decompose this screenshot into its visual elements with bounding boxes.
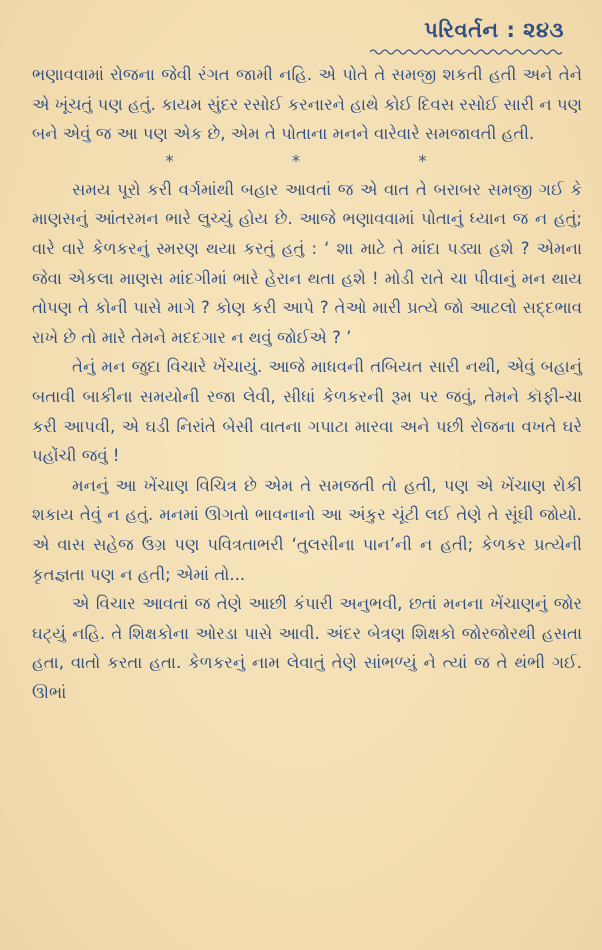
separator-star: * (291, 151, 301, 172)
separator-star: * (165, 151, 174, 172)
running-title: પરિવર્તન : ૨૪૩ (424, 18, 564, 42)
paragraph-3: તેનું મન જુદા વિચારે ખેંચાયું. આજે માધવની તબિયત સારી નથી, એવું બહાનું બતાવી બાકીના સમયોની રજા લેવી, સીધાં કેળકરની રૂમ પર જવું, તેમને કૉફી-ચા કરી આપવી, એ ઘડી નિરાંતે બેસી વાતના ગપાટા મારવા અને પછી રોજના વખતે ઘરે પહોંચી જવું ! (32, 357, 582, 466)
paragraph-5: એ વિચાર આવતાં જ તેણે આછી કંપારી અનુભવી, છતાં મનના ખેંચાણનું જોર ઘટ્યું નહિ. તે શિક્ષકોના ઓરડા પાસે આવી. અંદર બેત્રણ શિક્ષકો જોરજોરથી હસતા હતા, વાતો કરતા હતા. કેળકરનું નામ લેવાતું તેણે સાંભળ્યું ને ત્યાં જ તે થંભી ગઈ. ઊભાં (32, 594, 582, 702)
separator-star: * (418, 151, 427, 172)
wavy-underline (370, 48, 566, 56)
paragraph-2: સમય પૂરો કરી વર્ગમાંથી બહાર આવતાં જ એ વાત તે બરાબર સમજી ગઈ કે માણસનું આંતરમન ભારે લુચ્ચું હોય છે. આજે ભણાવવામાં પોતાનું ધ્યાન જ ન હતું; વારે વારે કેળકરનું સ્મરણ થયા કરતું હતું : ‘ શા માટે તે માંદા પડ્યા હશે ? એમના જેવા એકલા માણસ માંદગીમાં ભારે હેરાન થતા હશે ! મોડી રાતે ચા પીવાનું મન થાય તોપણ તે કોની પાસે માગે ? કોણ કરી આપે ? તેઓ મારી પ્રત્યે જો આટલો સદ્દભાવ રાખે છે તો મારે તેમને મદદગાર ન થવું જોઈએ ? ’ (32, 179, 582, 347)
section-separator (10, 149, 582, 175)
paragraph-1: ભણાવવામાં રોજના જેવી રંગત જામી નહિ. એ પોતે તે સમજી શકતી હતી અને તેને એ ખૂંચતું પણ હતું. કાયમ સુંદર રસોઈ કરનારને હાથે કોઈ દિવસ રસોઈ સારી ન પણ બને એવું જ આ પણ એક છે, એમ તે પોતાના મનને વારેવારે સમજાવતી હતી. (32, 65, 582, 144)
page-header (32, 12, 582, 52)
paragraph-4: મનનું આ ખેંચાણ વિચિત્ર છે એમ તે સમજતી તો હતી, પણ એ ખેંચાણ રોકી શકાય તેવું ન હતું. મનમાં ઊગતો ભાવનાનો આ અંકુર ચૂંટી લઈ તેણે તે સૂંઘી જોયો. એ વાસ સહેજ ઉગ્ર પણ પવિત્રતાભરી ‘તુલસીના પાન’ની ન હતી; કેળકર પ્રત્યેની કૃતજ્ઞતા પણ ન હતી; એમાં તો... (32, 475, 582, 584)
body-text (32, 60, 582, 707)
